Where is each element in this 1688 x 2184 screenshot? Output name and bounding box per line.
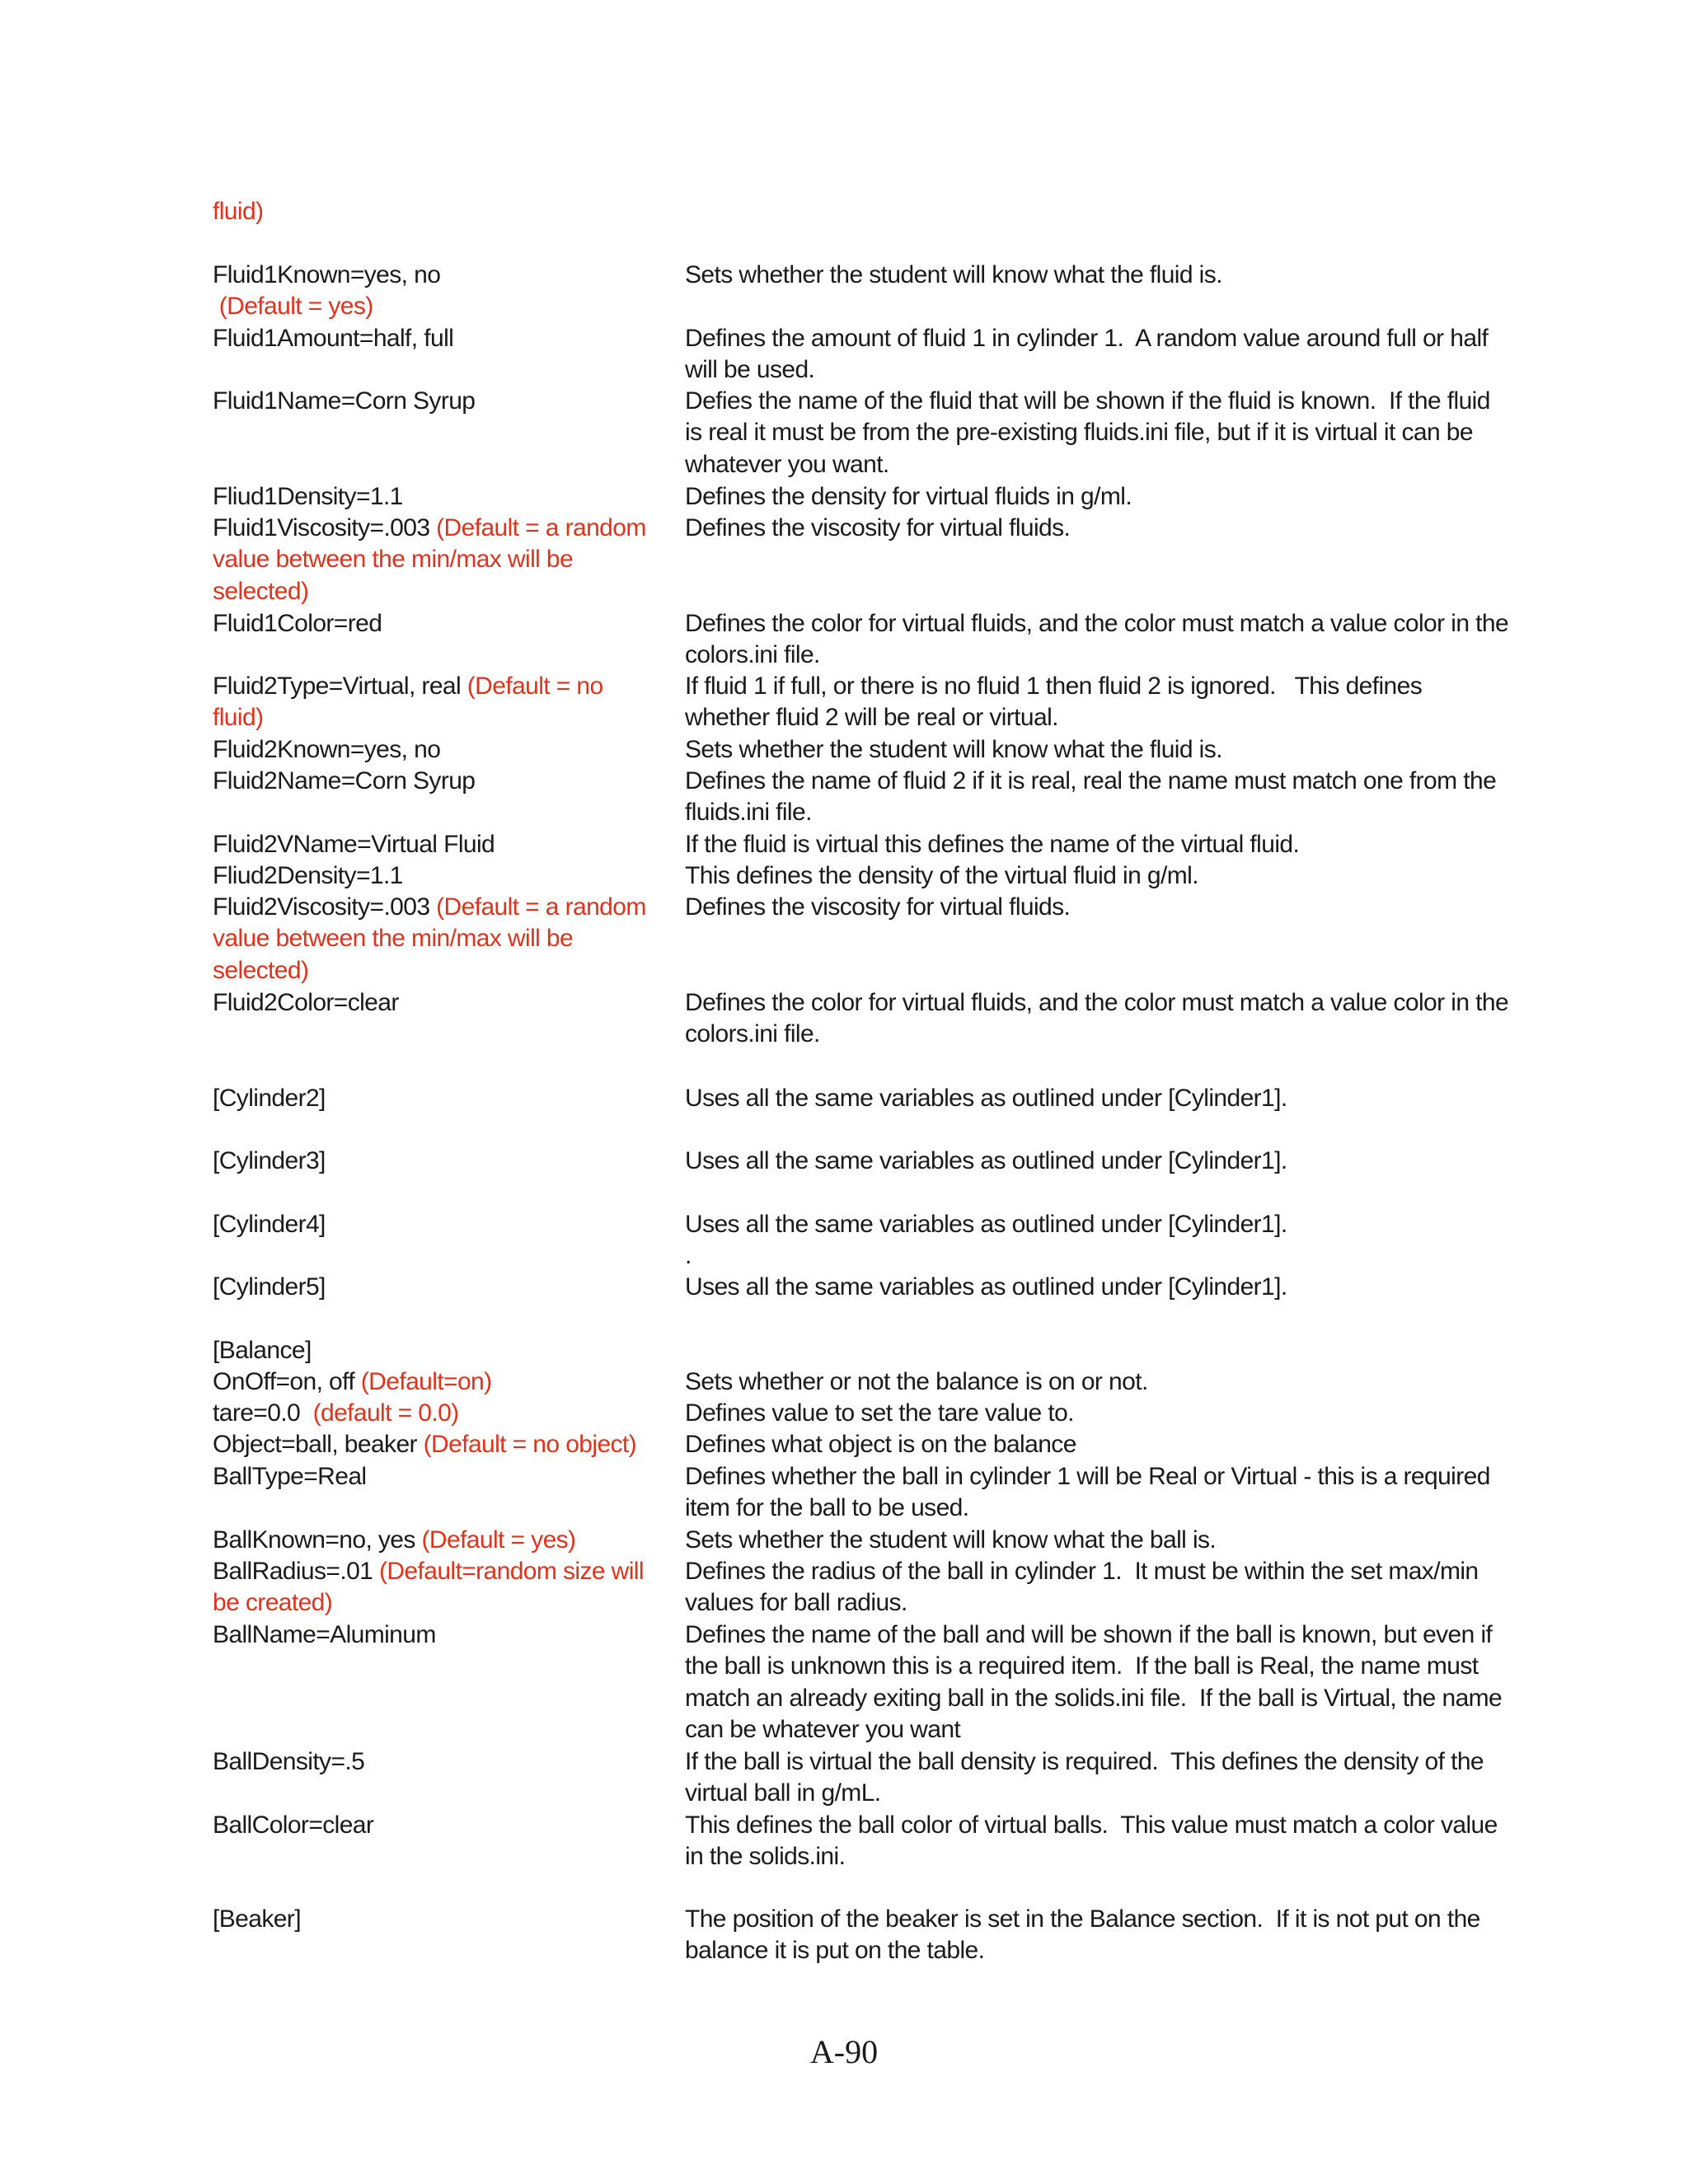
parameter-key-text: Fluid2Type=Virtual, real: [213, 673, 467, 700]
parameter-description: Sets whether the student will know what the fluid is.: [685, 736, 1222, 763]
parameter-description: Defines the radius of the ball in cylinder 1. It must be within the set max/min values for ball radius.: [685, 1558, 1485, 1617]
parameter-description: Defines what object is on the balance: [685, 1431, 1076, 1458]
parameter-description: Defines the viscosity for virtual fluids.: [685, 893, 1071, 921]
parameter-default-note: (Default = yes): [421, 1526, 576, 1554]
parameter-default-note: (Default=random size will be created): [213, 1558, 650, 1617]
parameter-key-text: Object=ball, beaker: [213, 1431, 424, 1458]
parameter-description: If the ball is virtual the ball density is required. This defines the density of the virtual ball in g/mL.: [685, 1748, 1490, 1807]
parameter-key-text: Fluid2VName=Virtual Fluid: [213, 831, 495, 858]
parameter-key-text: [Cylinder4]: [213, 1211, 326, 1238]
parameter-key: [213, 1461, 658, 1493]
parameter-key-text: Fluid1Color=red: [213, 610, 382, 637]
parameter-default-note: (Default = a random value between the min/max will be selected): [213, 514, 653, 605]
parameter-description: Defines the name of fluid 2 if it is real, real the name must match one from the fluids.ini file.: [685, 767, 1503, 827]
parameter-key-text: tare=0.0: [213, 1399, 313, 1427]
parameter-description: Defines whether the ball in cylinder 1 will be Real or Virtual - this is a required item for the ball to be used.: [685, 1463, 1497, 1522]
parameter-key: [213, 1272, 658, 1303]
parameter-description: Sets whether or not the balance is on or not.: [685, 1368, 1148, 1395]
parameter-description: Defines value to set the tare value to.: [685, 1399, 1074, 1427]
parameter-default-note: (default = 0.0): [312, 1399, 459, 1427]
parameter-key: [213, 196, 658, 227]
parameter-description: Uses all the same variables as outlined under [Cylinder1]. .: [685, 1211, 1287, 1270]
parameter-key: [213, 481, 658, 513]
parameter-key-text: OnOff=on, off: [213, 1368, 361, 1395]
parameter-key: [213, 260, 658, 323]
parameter-key: [213, 1429, 658, 1460]
parameter-default-note: fluid): [213, 198, 264, 225]
parameter-key-text: Fluid2Name=Corn Syrup: [213, 767, 476, 794]
parameter-key-text: Fluid1Known=yes, no: [213, 261, 441, 288]
parameter-default-note: (Default=on): [360, 1368, 492, 1395]
parameter-key: [213, 513, 658, 607]
parameter-key-text: [Cylinder5]: [213, 1273, 326, 1301]
parameter-default-note: (Default = no fluid): [213, 673, 610, 732]
parameter-key: [213, 386, 658, 417]
parameter-description: This defines the ball color of virtual balls. This value must match a color value in the solids.ini.: [685, 1811, 1504, 1871]
parameter-description: Uses all the same variables as outlined under [Cylinder1].: [685, 1147, 1287, 1174]
parameter-key: [213, 734, 658, 766]
parameter-key-text: Fluid1Viscosity=.003: [213, 514, 437, 541]
parameter-description: Defines the color for virtual fluids, and the color must match a value color in the colors.ini file.: [685, 989, 1515, 1048]
parameter-key: [213, 1556, 658, 1619]
parameter-description: Defines the density for virtual fluids in g/ml.: [685, 483, 1132, 510]
parameter-key-text: Fluid2Viscosity=.003: [213, 893, 437, 921]
parameter-key: [213, 766, 658, 797]
parameter-key-text: Fluid2Color=clear: [213, 989, 399, 1016]
parameter-description: Defines the viscosity for virtual fluids.: [685, 514, 1071, 541]
parameter-key-text: BallDensity=.5: [213, 1748, 365, 1775]
parameter-description: If the fluid is virtual this defines the name of the virtual fluid.: [685, 831, 1300, 858]
parameter-key: [213, 1746, 658, 1778]
parameter-key-text: BallColor=clear: [213, 1811, 374, 1839]
parameter-key-text: [Balance]: [213, 1337, 312, 1364]
parameter-key: [213, 1619, 658, 1651]
parameter-default-note: (Default = a random value between the min/max will be selected): [213, 893, 653, 984]
parameter-key-text: Fluid1Name=Corn Syrup: [213, 387, 476, 415]
parameter-description: Defines the color for virtual fluids, and the color must match a value color in the colors.ini file.: [685, 610, 1515, 669]
page-number: A-90: [809, 2033, 879, 2070]
parameter-key-text: BallName=Aluminum: [213, 1621, 436, 1648]
parameter-key: [213, 671, 658, 734]
parameter-key-text: Fliud2Density=1.1: [213, 862, 403, 889]
parameter-key-text: [Cylinder3]: [213, 1147, 326, 1174]
parameter-description: Sets whether the student will know what the fluid is.: [685, 261, 1222, 288]
parameter-key-text: [Cylinder2]: [213, 1085, 326, 1112]
parameter-description: Defines the amount of fluid 1 in cylinder 1. A random value around full or half will be used.: [685, 325, 1495, 384]
parameter-key: [213, 1209, 658, 1240]
parameter-key: [213, 1904, 658, 1935]
parameter-description: This defines the density of the virtual fluid in g/ml.: [685, 862, 1198, 889]
parameter-description: Defines the name of the ball and will be shown if the ball is known, but even if the ball is unknown this is a required item. If the ball is Real, the name must match an already exiting ball in the solids.ini file. If the ball is Virtual, the name can be whatever you want: [685, 1621, 1508, 1743]
parameter-key: [213, 323, 658, 354]
parameter-key: [213, 892, 658, 987]
parameter-key: [213, 1525, 658, 1556]
parameter-key: [213, 1366, 658, 1398]
parameter-key-text: BallType=Real: [213, 1463, 367, 1490]
parameter-description: Uses all the same variables as outlined under [Cylinder1].: [685, 1273, 1287, 1301]
parameter-key-text: [Beaker]: [213, 1905, 301, 1933]
parameter-key-text: Fluid1Amount=half, full: [213, 325, 454, 352]
parameter-key: [213, 1146, 658, 1177]
parameter-key: [213, 860, 658, 892]
parameter-key-text: Fluid2Known=yes, no: [213, 736, 441, 763]
parameter-key: [213, 608, 658, 640]
parameter-key: [213, 1335, 658, 1366]
parameter-key-text: BallRadius=.01: [213, 1558, 379, 1585]
parameter-key: [213, 987, 658, 1019]
parameter-description: Sets whether the student will know what the ball is.: [685, 1526, 1217, 1554]
parameter-default-note: (Default = yes): [218, 293, 373, 321]
parameter-default-note: (Default = no object): [423, 1431, 637, 1458]
parameter-description: If fluid 1 if full, or there is no fluid 1 then fluid 2 is ignored. This defines whether fluid 2 will be real or virtual.: [685, 673, 1428, 732]
parameter-description: Uses all the same variables as outlined under [Cylinder1].: [685, 1085, 1287, 1112]
parameter-key-text: Fliud1Density=1.1: [213, 483, 403, 510]
parameter-key: [213, 1810, 658, 1841]
parameter-key: [213, 1398, 658, 1429]
parameter-key: [213, 829, 658, 860]
parameter-key-text: BallKnown=no, yes: [213, 1526, 422, 1554]
parameter-description: Defies the name of the fluid that will be shown if the fluid is known. If the fluid is real it must be from the pre-existing fluids.ini file, but if it is virtual it can be whatever you want.: [685, 387, 1497, 478]
parameter-description: The position of the beaker is set in the Balance section. If it is not put on the balance it is put on the table.: [685, 1905, 1487, 1965]
parameter-key: [213, 1083, 658, 1114]
